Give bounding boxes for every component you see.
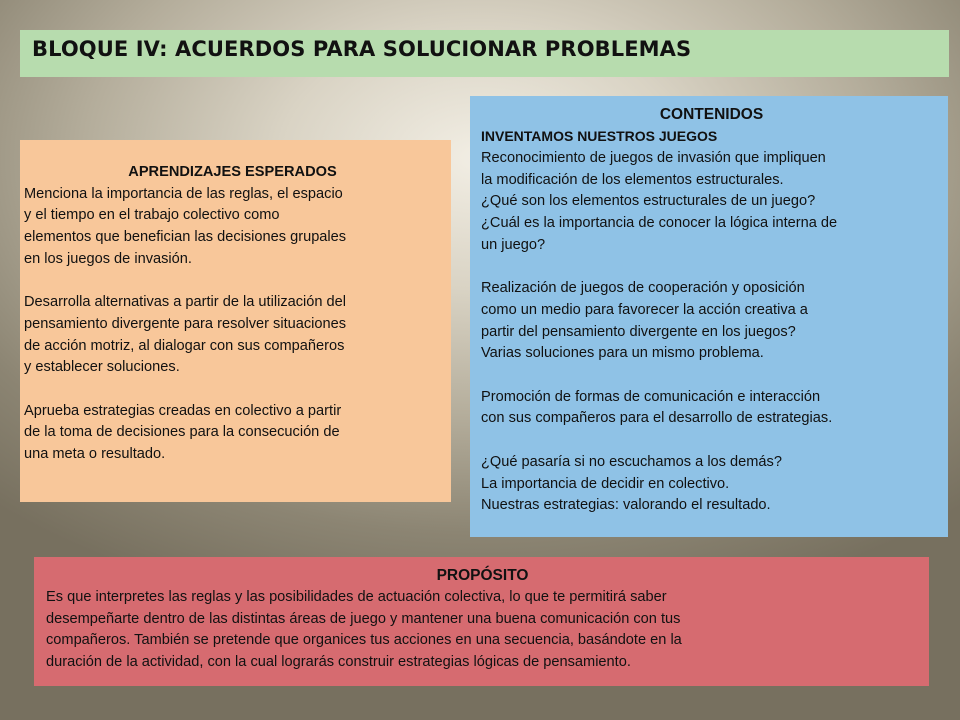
aprendizaje-paragraph-2: Desarrolla alternativas a partir de la utilización del pensamiento divergente para resolver situaciones de acción motriz, al dialogar con sus compañeros y establecer soluciones. [24, 294, 347, 376]
aprendizajes-box [20, 140, 451, 502]
contenido-paragraph-4: ¿Qué pasaría si no escuchamos a los demás? La importancia de decidir en colectivo. Nuestras estrategias: valorando el resultado. [481, 453, 782, 514]
contenido-paragraph-2: Realización de juegos de cooperación y oposición como un medio para favorecer la acción creativa a partir del pensamiento divergente en los juegos? Varias soluciones para un mismo problema. [481, 280, 808, 362]
aprendizaje-paragraph-1: Menciona la importancia de las reglas, el espacio y el tiempo en el trabajo colectivo como elementos que benefician las decisiones grupales en los juegos de invasión. [24, 185, 347, 267]
contenidos-heading: CONTENIDOS [659, 106, 764, 123]
title-banner [20, 30, 949, 77]
contenidos-box [470, 96, 948, 537]
proposito-box [34, 557, 929, 686]
contenidos-subheading: INVENTAMOS NUESTROS JUEGOS [481, 128, 718, 144]
contenido-paragraph-3: Promoción de formas de comunicación e interacción con sus compañeros para el desarrollo de estrategias. [481, 388, 833, 427]
aprendizajes-heading: APRENDIZAJES ESPERADOS [128, 164, 337, 180]
proposito-text: Es que interpretes las reglas y las posibilidades de actuación colectiva, lo que te permitirá saber desempeñarte dentro de las distintas áreas de juego y mantener una buena comunicación con tus compañeros. También se pretende que organices tus acciones en una secuencia, basándote en la duración de la actividad, con la cual lograrás construir estrategias lógicas de pensamiento. [46, 589, 682, 670]
contenido-paragraph-1: Reconocimiento de juegos de invasión que impliquen la modificación de los elementos estructurales. ¿Qué son los elementos estructurales de un juego? ¿Cuál es la importancia de conocer la lógica interna de un juego? [481, 150, 838, 253]
page-title: BLOQUE IV: ACUERDOS PARA SOLUCIONAR PROBLEMAS [32, 37, 692, 61]
proposito-heading: PROPÓSITO [436, 567, 529, 584]
aprendizaje-paragraph-3: Aprueba estrategias creadas en colectivo a partir de la toma de decisiones para la consecución de una meta o resultado. [24, 402, 342, 463]
